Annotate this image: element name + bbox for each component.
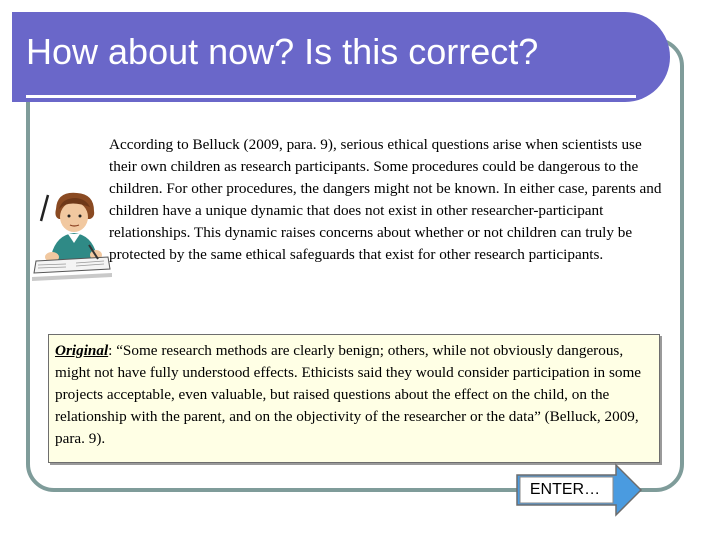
slide-title: How about now? Is this correct?: [26, 31, 539, 72]
enter-button-label: ENTER…: [529, 481, 601, 498]
paraphrase-paragraph: According to Belluck (2009, para. 9), serious ethical questions arise when scientists use their own children as research participants. Some procedures could be dangerous to the children. For other procedures, the dangers might not be known. In either case, parents and children have a unique dynamic that does not exist in other researcher-participant relationships. This dynamic raises concerns about whether or not children can truly be protected by the same ethical safeguards that exist for other research participants.: [109, 136, 662, 263]
original-quote-text: : “Some research methods are clearly benign; others, while not obviously dangerous, might not have fully understood effects. Ethicists said they would consider participation in some projects acceptable, even valuable, but raised questions about the effect on the child, on the relationship with the parent, and on the objectivity of the researcher or the data” (Belluck, 2009, para. 9).: [55, 342, 642, 447]
student-writing-icon: [32, 185, 112, 285]
title-underline: [26, 95, 636, 98]
original-label: Original: [55, 342, 109, 359]
original-quote: [55, 340, 655, 450]
